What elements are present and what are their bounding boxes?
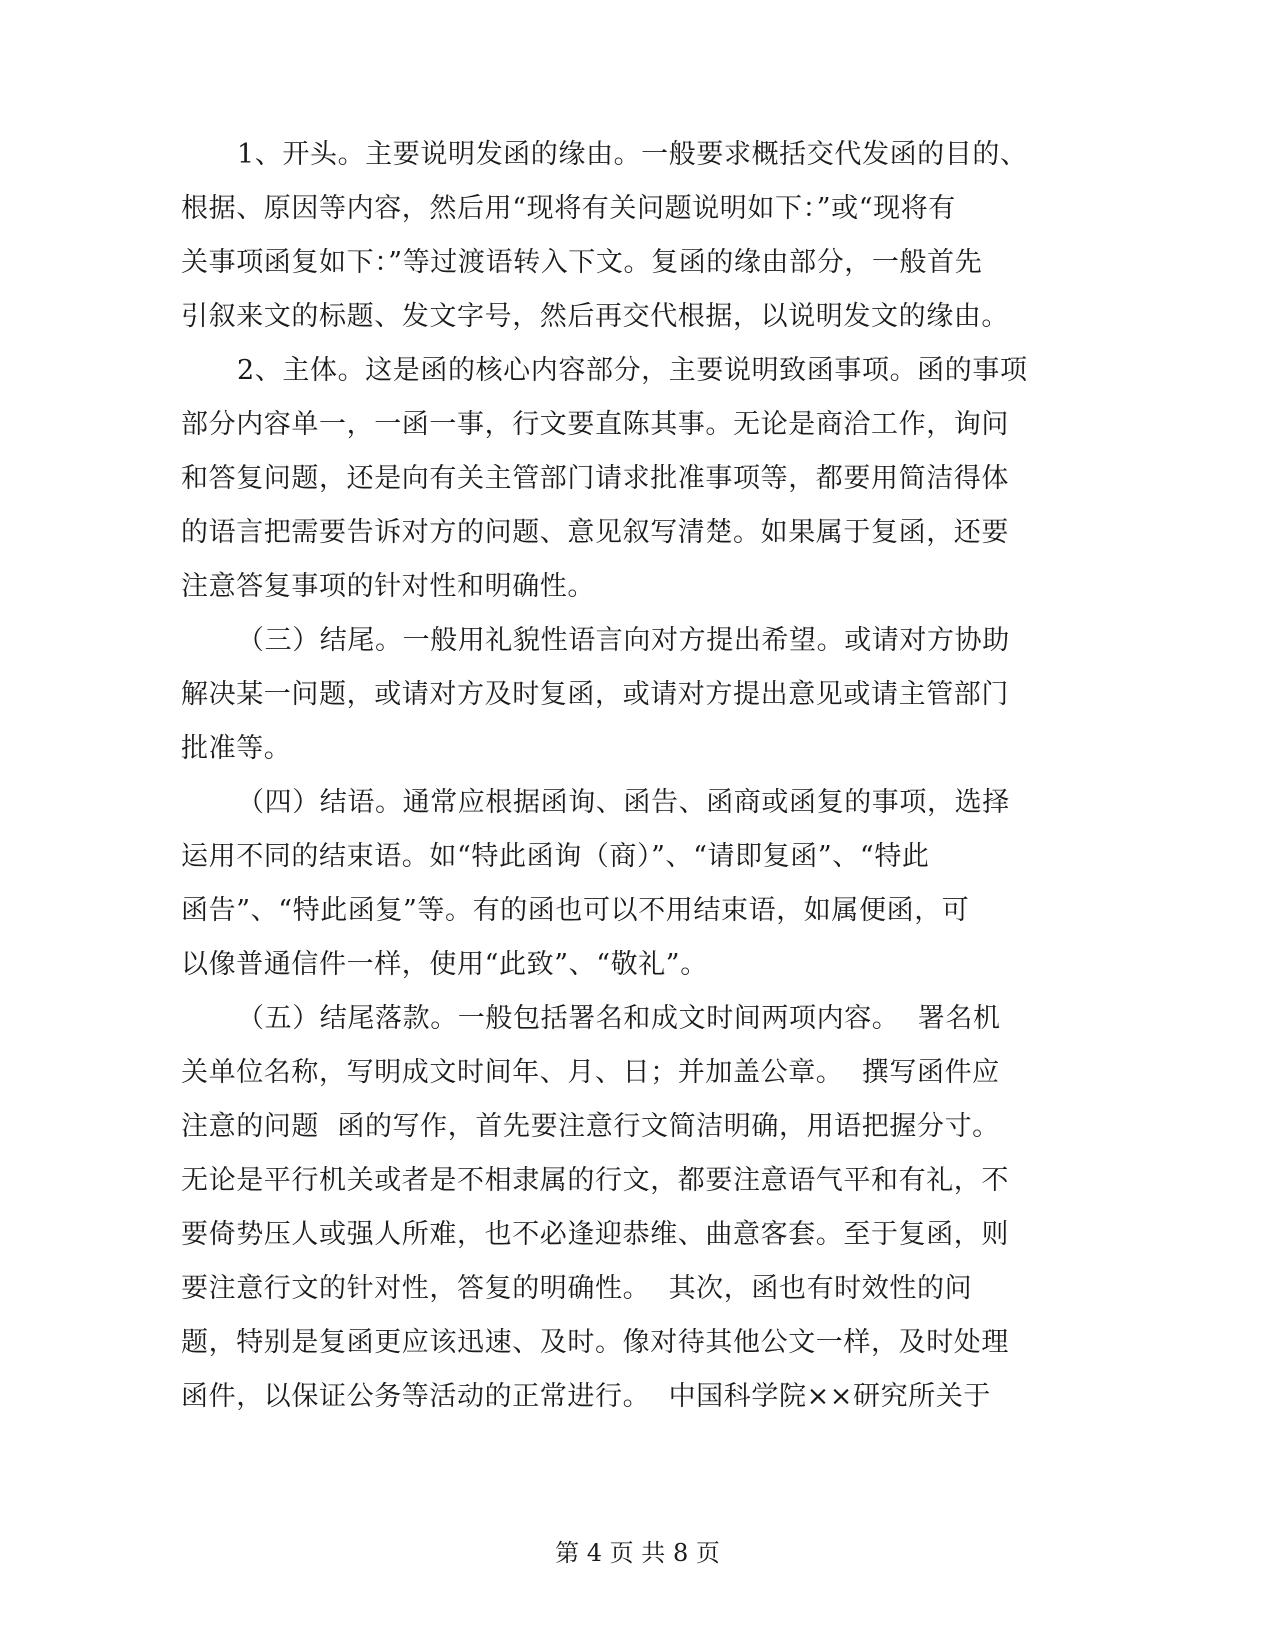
text-line: 的语言把需要告诉对方的问题、意见叙写清楚。如果属于复函，还要 xyxy=(181,517,1009,548)
text-line: （四）结语。通常应根据函询、函告、函商或函复的事项，选择 xyxy=(237,787,1010,818)
text-line: 解决某一问题，或请对方及时复函，或请对方提出意见或请主管部门 xyxy=(181,679,1009,710)
text-line: 函件，以保证公务等活动的正常进行。 中国科学院××研究所关于 xyxy=(181,1381,992,1412)
text-line: 1、开头。主要说明发函的缘由。一般要求概括交代发函的目的、 xyxy=(237,139,1028,170)
text-line: 题，特别是复函更应该迅速、及时。像对待其他公文一样，及时处理 xyxy=(181,1327,1009,1358)
text-line: （三）结尾。一般用礼貌性语言向对方提出希望。或请对方协助 xyxy=(237,625,1010,656)
text-line: 以像普通信件一样，使用“此致”、“敬礼”。 xyxy=(181,949,708,980)
text-line: 关事项函复如下：”等过渡语转入下文。复函的缘由部分，一般首先 xyxy=(181,247,983,278)
text-line: 运用不同的结束语。如“特此函询（商）”、“请即复函”、“特此 xyxy=(181,841,930,872)
text-line: 函告”、“特此函复”等。有的函也可以不用结束语，如属便函，可 xyxy=(181,895,970,926)
text-line: 要注意行文的针对性，答复的明确性。 其次，函也有时效性的问 xyxy=(181,1273,973,1304)
text-line: 关单位名称，写明成文时间年、月、日；并加盖公章。 撰写函件应 xyxy=(181,1057,1000,1088)
text-line: 引叙来文的标题、发文字号，然后再交代根据，以说明发文的缘由。 xyxy=(181,301,1009,332)
text-line: 和答复问题，还是向有关主管部门请求批准事项等，都要用简洁得体 xyxy=(181,463,1009,494)
text-line: 无论是平行机关或者是不相隶属的行文，都要注意语气平和有礼，不 xyxy=(181,1165,1009,1196)
text-line: 批准等。 xyxy=(181,733,292,764)
text-line: （五）结尾落款。一般包括署名和成文时间两项内容。 署名机 xyxy=(237,1003,1001,1034)
text-line: 要倚势压人或强人所难，也不必逢迎恭维、曲意客套。至于复函，则 xyxy=(181,1219,1009,1250)
text-line: 根据、原因等内容，然后用“现将有关问题说明如下：”或“现将有 xyxy=(181,193,956,224)
page-footer xyxy=(0,1535,1275,1571)
text-line: 2、主体。这是函的核心内容部分，主要说明致函事项。函的事项 xyxy=(237,355,1028,386)
text-line: 注意答复事项的针对性和明确性。 xyxy=(181,571,595,602)
page-number: 第 4 页 共 8 页 xyxy=(555,1539,720,1567)
text-line: 注意的问题 函的写作，首先要注意行文简洁明确，用语把握分寸。 xyxy=(181,1111,1000,1142)
text-line: 部分内容单一，一函一事，行文要直陈其事。无论是商洽工作，询问 xyxy=(181,409,1009,440)
